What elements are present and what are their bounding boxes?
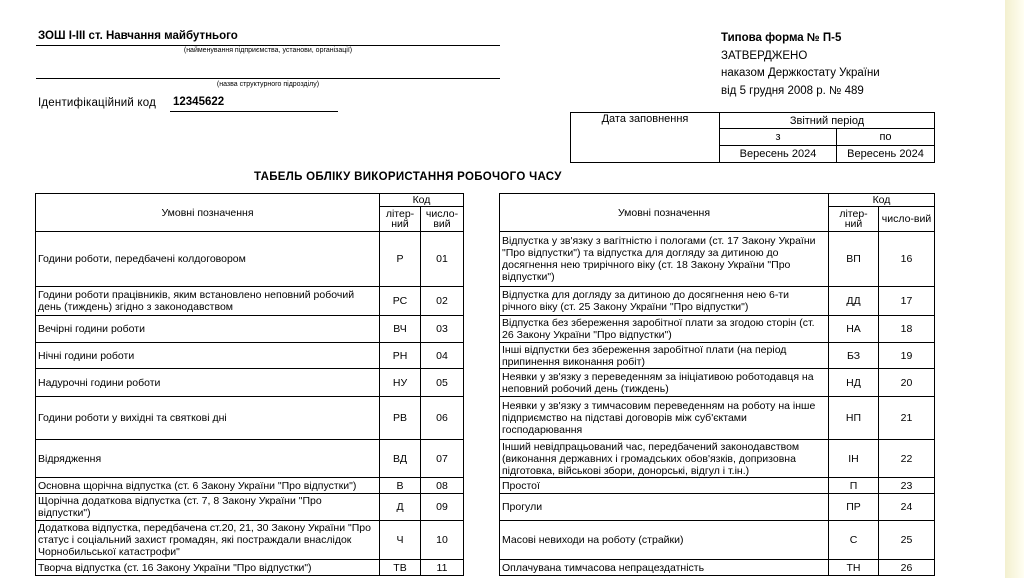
row-letter-code: В: [380, 478, 421, 494]
row-letter-code: ВД: [380, 440, 421, 478]
row-name: Додаткова відпустка, передбачена ст.20, 21, 30 Закону України "Про статус і соціальний захист громадян, які постраждали внаслідок Чорнобильської катастрофи": [36, 521, 380, 560]
code-header: Код: [829, 194, 935, 207]
row-letter-code: Ч: [380, 521, 421, 560]
letter-code-header: літер-ний: [380, 207, 421, 232]
row-name: Години роботи у вихідні та святкові дні: [36, 397, 380, 440]
row-name: Відпустка для догляду за дитиною до досягнення нею 6-ти річного віку (ст. 25 Закону України "Про відпустки"): [500, 287, 829, 316]
row-numeric-code: 11: [421, 560, 464, 576]
row-numeric-code: 04: [421, 343, 464, 369]
row-numeric-code: 07: [421, 440, 464, 478]
row-letter-code: РВ: [380, 397, 421, 440]
numeric-code-header: число-вий: [879, 207, 935, 232]
row-letter-code: ДД: [829, 287, 879, 316]
table-row: [36, 287, 464, 316]
id-code-underline: [170, 111, 338, 112]
row-numeric-code: 16: [879, 232, 935, 287]
row-name: Відрядження: [36, 440, 380, 478]
row-name: Простої: [500, 478, 829, 494]
approved-date: від 5 грудня 2008 р. № 489: [721, 84, 864, 97]
row-name: Відпустка без збереження заробітної плати за згодою сторін (ст. 26 Закону України "Про відпустки"): [500, 316, 829, 343]
table-row: [36, 343, 464, 369]
row-name: Інший невідпрацьований час, передбачений законодавством (виконання державних і громадських обов'язків, допризовна підготовка, військові збори, донорські, відгул і т.ін.): [500, 440, 829, 478]
period-to-label: по: [837, 129, 935, 146]
table-row: [36, 521, 464, 560]
row-numeric-code: 02: [421, 287, 464, 316]
table-row: [36, 440, 464, 478]
row-letter-code: ВЧ: [380, 316, 421, 343]
numeric-code-header: число-вий: [421, 207, 464, 232]
table-row: [500, 287, 935, 316]
row-numeric-code: 01: [421, 232, 464, 287]
row-numeric-code: 23: [879, 478, 935, 494]
id-code-value: 12345622: [173, 96, 225, 108]
row-name: Основна щорічна відпустка (ст. 6 Закону України "Про відпустки"): [36, 478, 380, 494]
approved-label: ЗАТВЕРДЖЕНО: [721, 49, 808, 62]
row-letter-code: РН: [380, 343, 421, 369]
table-row: [500, 369, 935, 397]
organization-underline: [36, 45, 500, 46]
organization-caption: (найменування підприємства, установи, організації): [183, 47, 353, 54]
row-numeric-code: 19: [879, 343, 935, 369]
table-row: [500, 343, 935, 369]
row-letter-code: ІН: [829, 440, 879, 478]
row-numeric-code: 05: [421, 369, 464, 397]
form-info: [721, 30, 880, 100]
table-row: [36, 232, 464, 287]
period-to-value: Вересень 2024: [837, 146, 935, 163]
row-name: Надурочні години роботи: [36, 369, 380, 397]
period-table: [570, 112, 935, 163]
row-letter-code: РС: [380, 287, 421, 316]
row-numeric-code: 09: [421, 494, 464, 521]
organization-name: ЗОШ І-ІІІ ст. Навчання майбутнього: [38, 30, 238, 42]
row-numeric-code: 20: [879, 369, 935, 397]
row-name: Оплачувана тимчасова непрацездатність: [500, 560, 829, 576]
table-row: [500, 316, 935, 343]
id-code-label: Ідентифікаційний код: [38, 97, 157, 109]
row-name: Щорічна додаткова відпустка (ст. 7, 8 Закону України "Про відпустки"): [36, 494, 380, 521]
row-numeric-code: 03: [421, 316, 464, 343]
table-row: [36, 316, 464, 343]
row-letter-code: ТВ: [380, 560, 421, 576]
row-letter-code: НП: [829, 397, 879, 440]
row-letter-code: Р: [380, 232, 421, 287]
row-numeric-code: 10: [421, 521, 464, 560]
row-letter-code: ТН: [829, 560, 879, 576]
row-numeric-code: 18: [879, 316, 935, 343]
page-title: ТАБЕЛЬ ОБЛІКУ ВИКОРИСТАННЯ РОБОЧОГО ЧАСУ: [254, 171, 562, 183]
letter-code-header: літер-ний: [829, 207, 879, 232]
table-row: [500, 397, 935, 440]
row-numeric-code: 22: [879, 440, 935, 478]
table-row: [500, 478, 935, 494]
row-name: Масові невиходи на роботу (страйки): [500, 521, 829, 560]
table-row: [36, 369, 464, 397]
code-header: Код: [380, 194, 464, 207]
table-row: [500, 521, 935, 560]
fill-date-label: Дата заповнення: [571, 113, 720, 163]
row-name: Прогули: [500, 494, 829, 521]
row-letter-code: П: [829, 478, 879, 494]
legend-header: Умовні позначення: [500, 194, 829, 232]
table-row: [500, 494, 935, 521]
table-row: [36, 478, 464, 494]
table-row: [36, 494, 464, 521]
row-letter-code: БЗ: [829, 343, 879, 369]
row-numeric-code: 26: [879, 560, 935, 576]
row-letter-code: НД: [829, 369, 879, 397]
page-edge: [1005, 0, 1024, 578]
row-numeric-code: 24: [879, 494, 935, 521]
row-numeric-code: 21: [879, 397, 935, 440]
table-row: [500, 560, 935, 576]
row-letter-code: НА: [829, 316, 879, 343]
row-letter-code: С: [829, 521, 879, 560]
table-row: [500, 232, 935, 287]
row-name: Інші відпустки без збереження заробітної плати (на період припинення виконання робіт): [500, 343, 829, 369]
row-numeric-code: 08: [421, 478, 464, 494]
table-row: [36, 560, 464, 576]
legend-header: Умовні позначення: [36, 194, 380, 232]
period-from-label: з: [720, 129, 837, 146]
row-letter-code: НУ: [380, 369, 421, 397]
row-name: Години роботи, передбачені колдоговором: [36, 232, 380, 287]
row-numeric-code: 06: [421, 397, 464, 440]
unit-caption: (назва структурного підрозділу): [216, 81, 320, 88]
table-row: [36, 397, 464, 440]
row-name: Години роботи працівників, яким встановлено неповний робочий день (тиждень) згідно з законодавством: [36, 287, 380, 316]
period-from-value: Вересень 2024: [720, 146, 837, 163]
report-period-label: Звітний період: [720, 113, 935, 129]
unit-underline: [36, 78, 500, 79]
row-letter-code: ПР: [829, 494, 879, 521]
row-numeric-code: 25: [879, 521, 935, 560]
codes-table-left: [35, 193, 464, 576]
row-name: Вечірні години роботи: [36, 316, 380, 343]
form-number: Типова форма № П-5: [721, 32, 842, 44]
row-name: Відпустка у зв'язку з вагітністю і пологами (ст. 17 Закону України "Про відпустки") та відпустка для догляду за дитиною до досягнення нею трирічного віку (ст. 18 Закону України "Про відпустки"): [500, 232, 829, 287]
row-letter-code: Д: [380, 494, 421, 521]
table-row: [500, 440, 935, 478]
codes-table-right: [499, 193, 935, 576]
row-name: Неявки у зв'язку з переведенням за ініціативою роботодавця на неповний робочий день (тиждень): [500, 369, 829, 397]
row-name: Творча відпустка (ст. 16 Закону України "Про відпустки"): [36, 560, 380, 576]
row-name: Неявки у зв'язку з тимчасовим переведенням на роботу на інше підприємство на підставі договорів між суб'єктами господарювання: [500, 397, 829, 440]
approved-by: наказом Держкостату України: [721, 67, 880, 79]
row-numeric-code: 17: [879, 287, 935, 316]
row-name: Нічні години роботи: [36, 343, 380, 369]
row-letter-code: ВП: [829, 232, 879, 287]
